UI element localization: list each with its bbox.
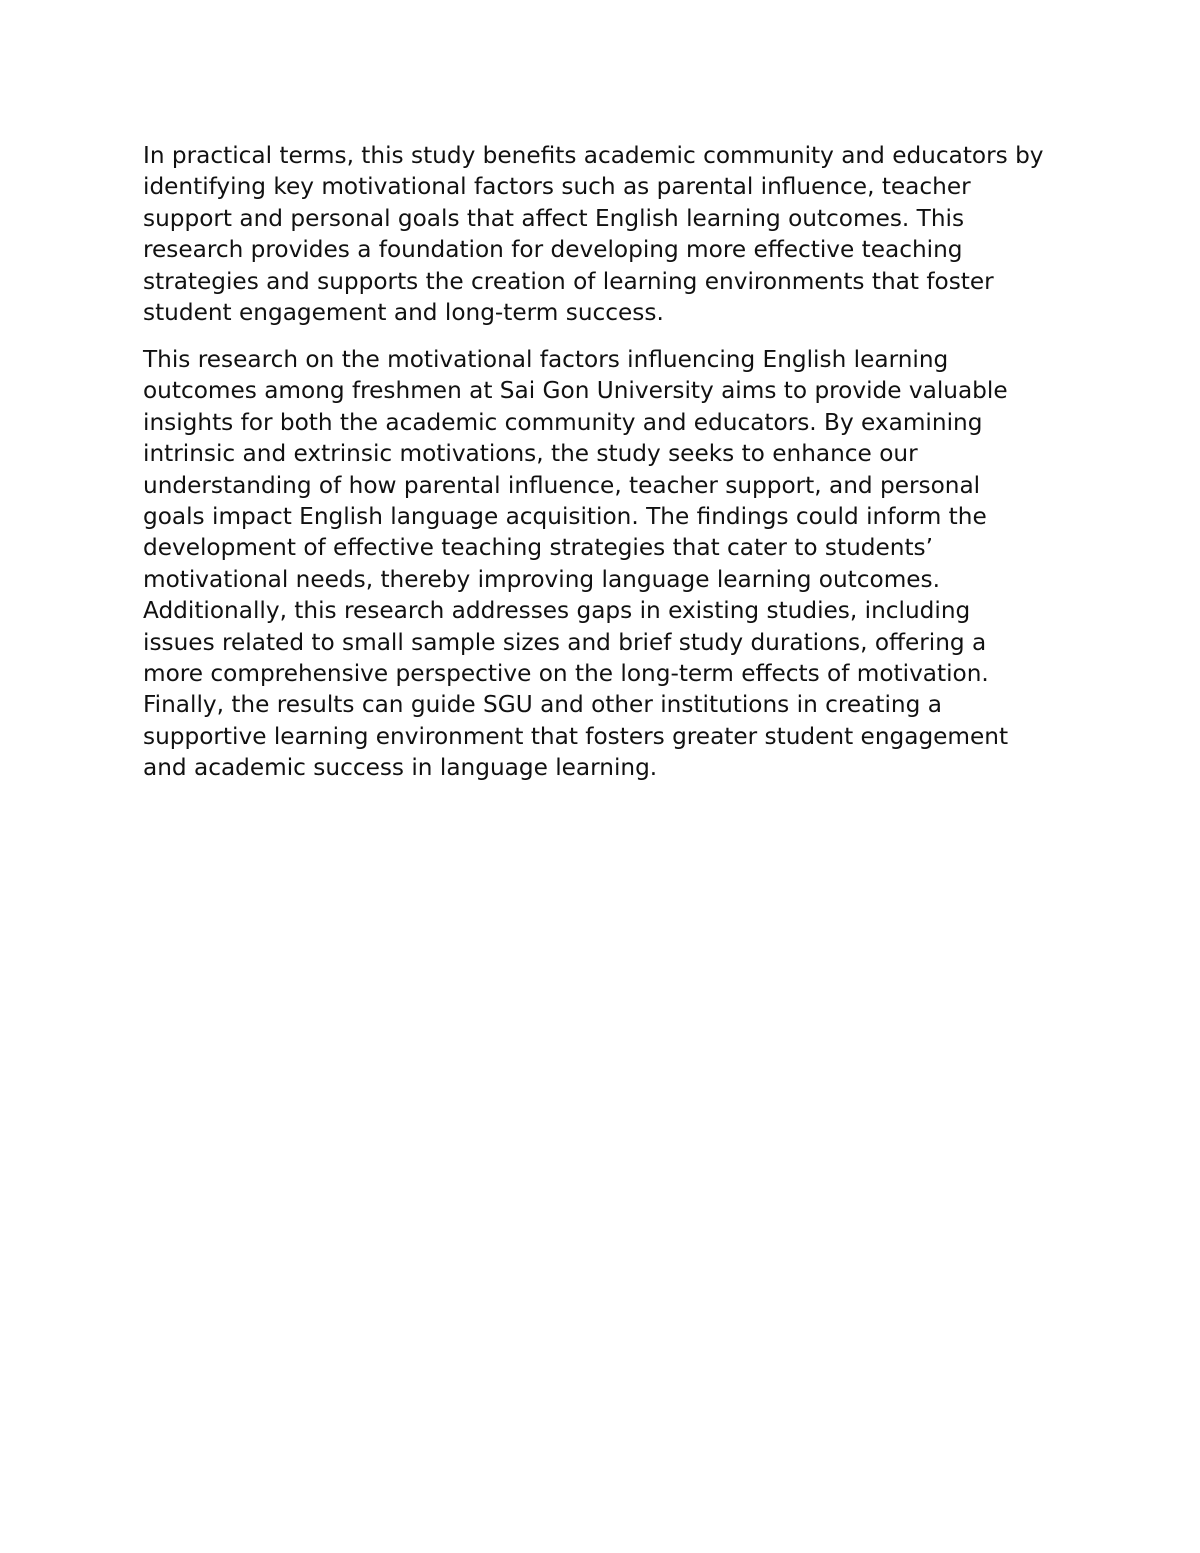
paragraph-line: more comprehensive perspective on the long-term effects of motivation. (143, 660, 989, 687)
paragraph-line: goals impact English language acquisition. The findings could inform the (143, 502, 987, 530)
paragraph-line: In practical terms, this study benefits academic community and educators by (143, 142, 1044, 169)
paragraph-line: strategies and supports the creation of learning environments that foster (143, 267, 994, 295)
paragraph-line: intrinsic and extrinsic motivations, the study seeks to enhance our (143, 440, 918, 468)
paragraph-line: identifying key motivational factors such as parental influence, teacher (143, 173, 971, 201)
paragraph-line: This research on the motivational factors influencing English learning (143, 345, 949, 373)
paragraph-line: support and personal goals that affect English learning outcomes. This (143, 204, 965, 232)
paragraph-line: Finally, the results can guide SGU and other institutions in creating a (143, 691, 942, 719)
paragraph-line: issues related to small sample sizes and brief study durations, offering a (143, 628, 987, 656)
document-body (143, 140, 1073, 784)
paragraph-practical-terms (143, 140, 1073, 328)
paragraph-line: insights for both the academic community and educators. By examining (143, 408, 983, 436)
paragraph-line: Additionally, this research addresses gaps in existing studies, including (143, 597, 971, 625)
paragraph-research-overview (143, 344, 1073, 784)
paragraph-line: outcomes among freshmen at Sai Gon University aims to provide valuable (143, 377, 1008, 405)
paragraph-line: student engagement and long-term success. (143, 299, 664, 327)
paragraph-line: understanding of how parental influence, teacher support, and personal (143, 471, 981, 499)
paragraph-line: supportive learning environment that fosters greater student engagement (143, 722, 1009, 750)
paragraph-line: research provides a foundation for developing more effective teaching (143, 236, 963, 264)
paragraph-line: and academic success in language learning. (143, 754, 658, 782)
paragraph-line: motivational needs, thereby improving language learning outcomes. (143, 565, 941, 593)
paragraph-line: development of effective teaching strategies that cater to students’ (143, 534, 934, 562)
